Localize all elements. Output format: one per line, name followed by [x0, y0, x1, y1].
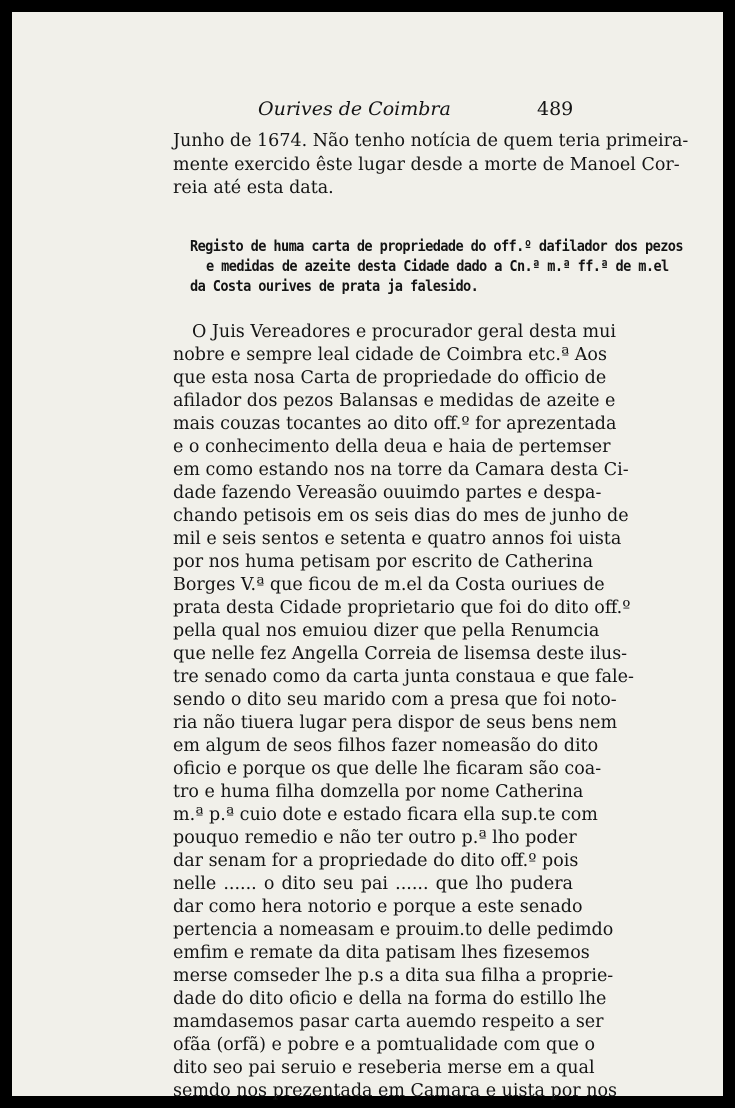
body-line: dar como hera notorio e porque a este senado — [173, 897, 583, 917]
body-line: que nelle fez Angella Correia de lisemsa deste ilus- — [173, 644, 628, 664]
body-line: O Juis Vereadores e procurador geral desta mui — [192, 322, 616, 342]
body-line: ria não tiuera lugar pera dispor de seus bens nem — [173, 713, 618, 733]
body-line: nelle ...... o dito seu pai ...... que lho pudera — [173, 874, 573, 894]
body-line: dito seo pai seruio e reseberia merse em a qual — [173, 1058, 595, 1078]
body-line: dade fazendo Vereasão ouuimdo partes e despa- — [173, 483, 602, 503]
body-line: pella qual nos emuiou dizer que pella Renumcia — [173, 621, 600, 641]
body-line: mamdasemos pasar carta auemdo respeito a ser — [173, 1012, 604, 1032]
body-line: por nos huma petisam por escrito de Catherina — [173, 552, 594, 572]
intro-line: Junho de 1674. Não tenho notícia de quem teria primeira- — [173, 131, 689, 151]
body-line: afilador dos pezos Balansas e medidas de azeite e — [173, 391, 616, 411]
body-line: mil e seis sentos e setenta e quatro annos foi uista — [173, 529, 622, 549]
page-number: 489 — [537, 98, 574, 120]
running-title: Ourives de Coimbra — [258, 98, 451, 120]
rubric-line: Registo de huma carta de propriedade do off.º dafilador dos pezos — [190, 238, 683, 256]
body-line: semdo nos prezentada em Camara e uista por nos — [173, 1081, 617, 1101]
body-line: em como estando nos na torre da Camara desta Ci- — [173, 460, 629, 480]
body-line: mais couzas tocantes ao dito off.º for aprezentada — [173, 414, 617, 434]
body-line: dade do dito oficio e della na forma do estillo lhe — [173, 989, 607, 1009]
rubric-line: da Costa ourives de prata ja falesido. — [190, 278, 479, 296]
body-line: oficio e porque os que delle lhe ficaram são coa- — [173, 759, 602, 779]
body-line: sendo o dito seu marido com a presa que foi noto- — [173, 690, 617, 710]
body-line: pouquo remedio e não ter outro p.ª lho poder — [173, 828, 577, 848]
body-line: prata desta Cidade proprietario que foi do dito off.º — [173, 598, 631, 618]
rubric-line: e medidas de azeite desta Cidade dado a Cn.ª m.ª ff.ª de m.el — [206, 258, 669, 276]
body-line: tro e huma filha domzella por nome Catherina — [173, 782, 584, 802]
body-line: emfim e remate da dita patisam lhes fizesemos — [173, 943, 590, 963]
body-line: em algum de seos filhos fazer nomeasão do dito — [173, 736, 599, 756]
body-line: chando petisois em os seis dias do mes de junho de — [173, 506, 629, 526]
body-line: que esta nosa Carta de propriedade do officio de — [173, 368, 607, 388]
body-line: nobre e sempre leal cidade de Coimbra etc.ª Aos — [173, 345, 607, 365]
intro-line: mente exercido êste lugar desde a morte de Manoel Cor- — [173, 155, 680, 175]
body-line: Borges V.ª que ficou de m.el da Costa ouriues de — [173, 575, 605, 595]
body-line: merse comseder lhe p.s a dita sua filha a proprie- — [173, 966, 614, 986]
body-line: ofãa (orfã) e pobre e a pomtualidade com que o — [173, 1035, 595, 1055]
body-line: pertencia a nomeasam e prouim.to delle pedimdo — [173, 920, 614, 940]
body-line: e o conhecimento della deua e haia de pertemser — [173, 437, 611, 457]
running-head — [0, 97, 735, 121]
intro-line: reia até esta data. — [173, 178, 334, 198]
body-line: dar senam for a propriedade do dito off.º pois — [173, 851, 579, 871]
body-line: m.ª p.ª cuio dote e estado ficara ella sup.te com — [173, 805, 598, 825]
body-line: tre senado como da carta junta constaua e que fale- — [173, 667, 634, 687]
